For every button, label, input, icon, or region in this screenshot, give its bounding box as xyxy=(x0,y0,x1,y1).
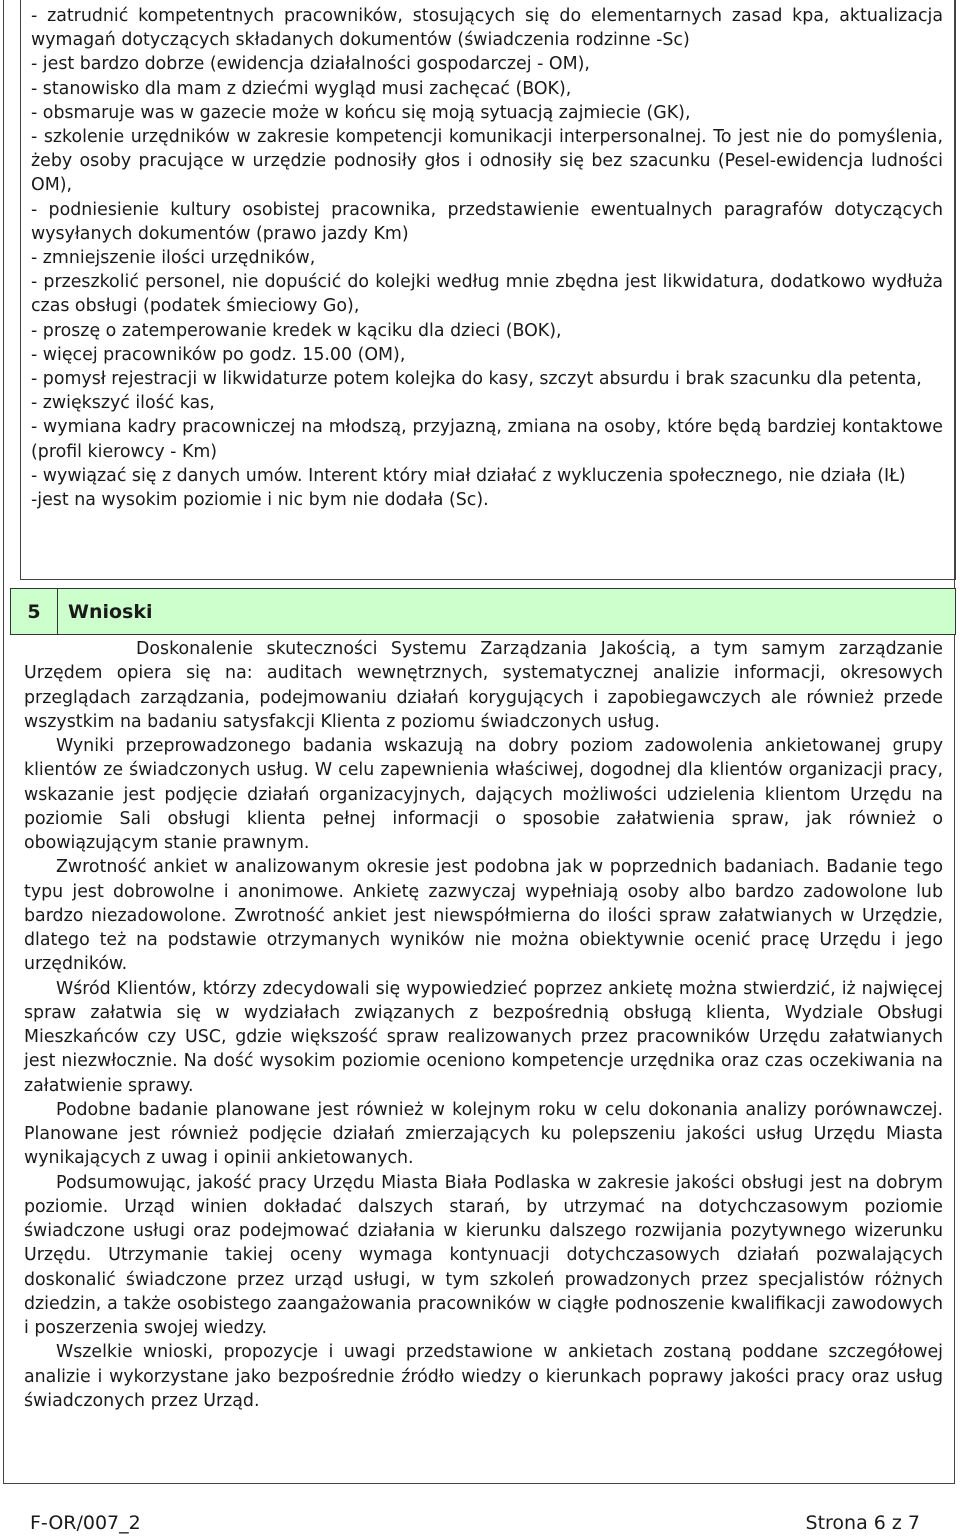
paragraph: Doskonalenie skuteczności Systemu Zarządzania Jakością, a tym samym zarządzanie Urzędem opiera się na: auditach wewnętrznych, systematycznej analizie informacji, okresowych przeglądach zarządzania, podejmowaniu działań korygujących i zapobiegawczych ale również przede wszystkim na badaniu satysfakcji Klienta z poziomu świadczonych usług. xyxy=(24,639,943,732)
comment-item: - zatrudnić kompetentnych pracowników, stosujących się do elementarnych zasad kpa, aktualizacja wymagań dotyczących składanych dokumentów (świadczenia rodzinne -Sc) xyxy=(31,6,943,51)
comment-item: - pomysł rejestracji w likwidaturze potem kolejka do kasy, szczyt absurdu i brak szacunku dla petenta, xyxy=(31,369,922,390)
comment-item: - proszę o zatemperowanie kredek w kąciku dla dzieci (BOK), xyxy=(31,320,562,341)
section-title: Wnioski xyxy=(68,600,153,623)
comment-item: - obsmaruje was w gazecie może w końcu się moją sytuacją zajmiecie (GK), xyxy=(31,102,691,123)
conclusions-body xyxy=(24,637,943,1413)
comment-item: - podniesienie kultury osobistej pracownika, przedstawienie ewentualnych paragrafów dotyczących wysyłanych dokumentów (prawo jazdy Km) xyxy=(31,199,943,244)
paragraph: Podobne badanie planowane jest również w kolejnym roku w celu dokonania analizy porównawczej. Planowane jest również podjęcie działań zmierzających ku polepszeniu jakości usług Urzędu Miasta wynikających z uwag i opinii ankietowanych. xyxy=(24,1099,943,1169)
paragraph: Wśród Klientów, którzy zdecydowali się wypowiedzieć poprzez ankietę można stwierdzić, iż najwięcej spraw załatwia się w wydziałach związanych z bezpośrednią obsługą klienta, Wydziale Obsługi Mieszkańców czy USC, gdzie większość spraw realizowanych przez pracowników Urzędu załatwianych jest niezwłocznie. Na dość wysokim poziomie oceniono kompetencje urzędnika oraz czas oczekiwania na załatwienie sprawy. xyxy=(24,978,943,1096)
comment-item: - jest bardzo dobrze (ewidencja działalności gospodarczej - OM), xyxy=(31,54,590,75)
page-number: Strona 6 z 7 xyxy=(805,1512,920,1534)
document-code: F-OR/007_2 xyxy=(30,1512,141,1534)
survey-comments-list xyxy=(31,4,943,512)
comment-item: - zmniejszenie ilości urzędników, xyxy=(31,248,316,269)
section-header xyxy=(10,588,956,635)
comment-item: - więcej pracowników po godz. 15.00 (OM), xyxy=(31,344,406,365)
comment-item: - stanowisko dla mam z dziećmi wygląd musi zachęcać (BOK), xyxy=(31,78,572,99)
comment-item: - przeszkolić personel, nie dopuścić do kolejki według mnie zbędna jest likwidatura, dodatkowo wydłuża czas obsługi (podatek śmieciowy Go), xyxy=(31,272,943,317)
paragraph: Podsumowując, jakość pracy Urzędu Miasta Biała Podlaska w zakresie jakości obsługi jest na dobrym poziomie. Urząd winien dokładać dalszych starań, by utrzymać na dotychczasowym poziomie świadczone usługi oraz podejmować działania w kierunku dalszego rozwijania pozytywnego wizerunku Urzędu. Utrzymanie takiej oceny wymaga kontynuacji dotychczasowych działań pozwalających doskonalić świadczone przez urząd usługi, w tym szkoleń prowadzonych przez specjalistów różnych dziedzin, a także osobistego zaangażowania pracowników w ciągłe podnoszenie kwalifikacji zawodowych i poszerzenia swojej wiedzy. xyxy=(24,1172,943,1338)
section-number: 5 xyxy=(11,589,58,634)
comment-item: - wymiana kadry pracowniczej na młodszą, przyjazną, zmiana na osoby, które będą bardziej kontaktowe (profil kierowcy - Km) xyxy=(31,417,943,462)
comment-item: -jest na wysokim poziomie i nic bym nie dodała (Sc). xyxy=(31,490,489,511)
comment-item: - zwiększyć ilość kas, xyxy=(31,393,215,414)
paragraph: Wszelkie wnioski, propozycje i uwagi przedstawione w ankietach zostaną poddane szczegółowej analizie i wykorzystane jako bezpośrednie źródło wiedzy o kierunkach poprawy jakości pracy oraz usług świadczonych przez Urząd. xyxy=(24,1342,943,1411)
paragraph: Wyniki przeprowadzonego badania wskazują na dobry poziom zadowolenia ankietowanej grupy klientów ze świadczonych usług. W celu zapewnienia właściwej, dogodnej dla klientów organizacji pracy, wskazanie jest podjęcie działań organizacyjnych, dających możliwości udzielenia klientom Urzędu na poziomie Sali obsługi klienta pełnej informacji o sposobie załatwienia spraw, jak również o obowiązującym stanie prawnym. xyxy=(24,736,943,853)
page-footer xyxy=(30,1510,920,1536)
comment-item: - szkolenie urzędników w zakresie kompetencji komunikacji interpersonalnej. To jest nie do pomyślenia, żeby osoby pracujące w urzędzie podnosiły głos i odnosiły się bez szacunku (Pesel-ewidencja ludności OM), xyxy=(31,127,943,196)
paragraph: Zwrotność ankiet w analizowanym okresie jest podobna jak w poprzednich badaniach. Badanie tego typu jest dobrowolne i anonimowe. Ankietę zazwyczaj wypełniają osoby albo bardzo zadowolone lub bardzo niezadowolone. Zwrotność ankiet jest niewspółmierna do ilości spraw załatwianych w Urzędzie, dlatego też na podstawie otrzymanych wyników nie można obiektywnie ocenić pracę Urzędu i jego urzędników. xyxy=(24,857,943,975)
comment-item: - wywiązać się z danych umów. Interent który miał działać z wykluczenia społecznego, nie działa (IŁ) xyxy=(31,465,906,486)
